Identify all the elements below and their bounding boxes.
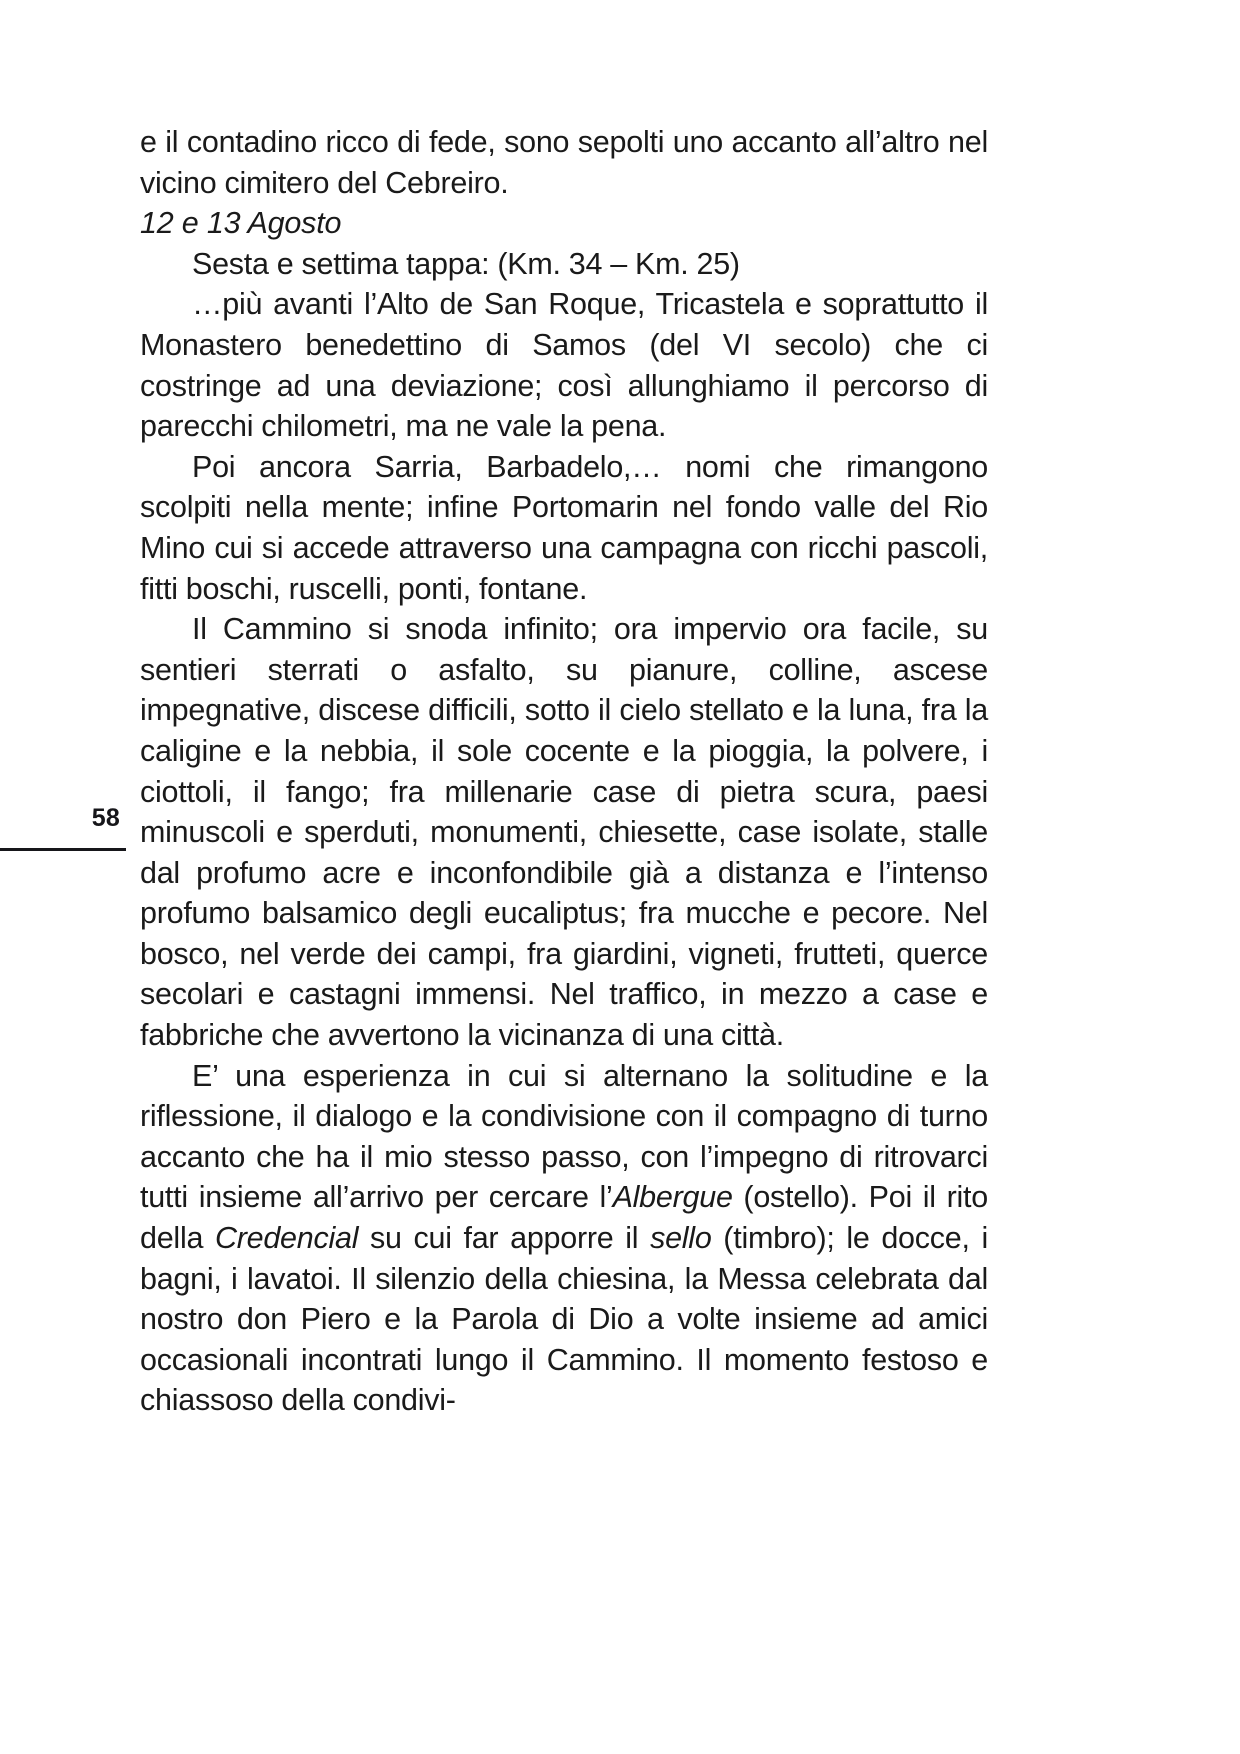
folio-block (0, 806, 128, 866)
text-column (140, 122, 988, 1421)
date-heading: 12 e 13 Agosto (140, 206, 342, 241)
paragraph-esperienza-text-3: su cui far apporre il (358, 1221, 651, 1256)
stage-line: Sesta e settima tappa: (Km. 34 – Km. 25) (192, 246, 740, 281)
paragraph-cammino-descrizione: Il Cammino si snoda infinito; ora impervio ora facile, su sentieri sterrati o asfalto, su pianure, colline, ascese impegnative, discese difficili, sotto il cielo stellato e la luna, fra la caligine e la nebbia, il sole cocente e la pioggia, la polvere, i ciottoli, il fango; fra millenarie case di pietra scura, paesi minuscoli e sperduti, monumenti, chiesette, case isolate, stalle dal profumo acre e inconfondibile già a distanza e l’intenso profumo balsamico degli eucaliptus; fra mucche e pecore. Nel bosco, nel verde dei campi, fra giardini, vigneti, frutteti, querce secolari e castagni immensi. Nel traffico, in mezzo a case e fabbriche che avvertono la vicinanza di una città. (140, 612, 988, 1053)
paragraph-sarria-portomarin: Poi ancora Sarria, Barbadelo,… nomi che rimangono scolpiti nella mente; infine Portomarin nel fondo valle del Rio Mino cui si accede attraverso una campagna con ricchi pascoli, fitti boschi, ruscelli, ponti, fontane. (140, 449, 988, 606)
italic-term-sello: sello (650, 1221, 712, 1256)
folio-rule (0, 848, 126, 851)
paragraph-continuation: e il contadino ricco di fede, sono sepolti uno accanto all’altro nel vicino cimitero del Cebreiro. (140, 125, 988, 200)
page-number: 58 (91, 804, 120, 832)
paragraph-esperienza-text-4: (timbro); le docce, i bagni, i lavatoi. Il silenzio della chiesina, la Messa celebrata dal nostro don Piero e la Parola di Dio a volte insieme ad amici occasionali incontrati lungo il Cammino. Il momento festoso e chiassoso della condivi- (140, 1221, 988, 1418)
paragraph-esperienza (140, 1056, 988, 1421)
paragraph-monastero-samos: …più avanti l’Alto de San Roque, Tricastela e soprattutto il Monastero benedettino di Samos (del VI secolo) che ci costringe ad una deviazione; così allunghiamo il percorso di parecchi chilometri, ma ne vale la pena. (140, 287, 988, 444)
paragraph-esperienza-text-1: E’ una esperienza in cui si alternano la solitudine e la riflessione, il dialogo e la condivisione con il compagno di turno accanto che ha il mio stesso passo, con l’impegno di ritrovarci tutti insieme all’arrivo per cercare l’ (140, 1058, 988, 1215)
italic-term-credencial: Credencial (214, 1221, 359, 1256)
paragraph-esperienza-text-2: (ostello). Poi il rito della (140, 1180, 988, 1256)
italic-term-albergue: Albergue (612, 1180, 733, 1215)
